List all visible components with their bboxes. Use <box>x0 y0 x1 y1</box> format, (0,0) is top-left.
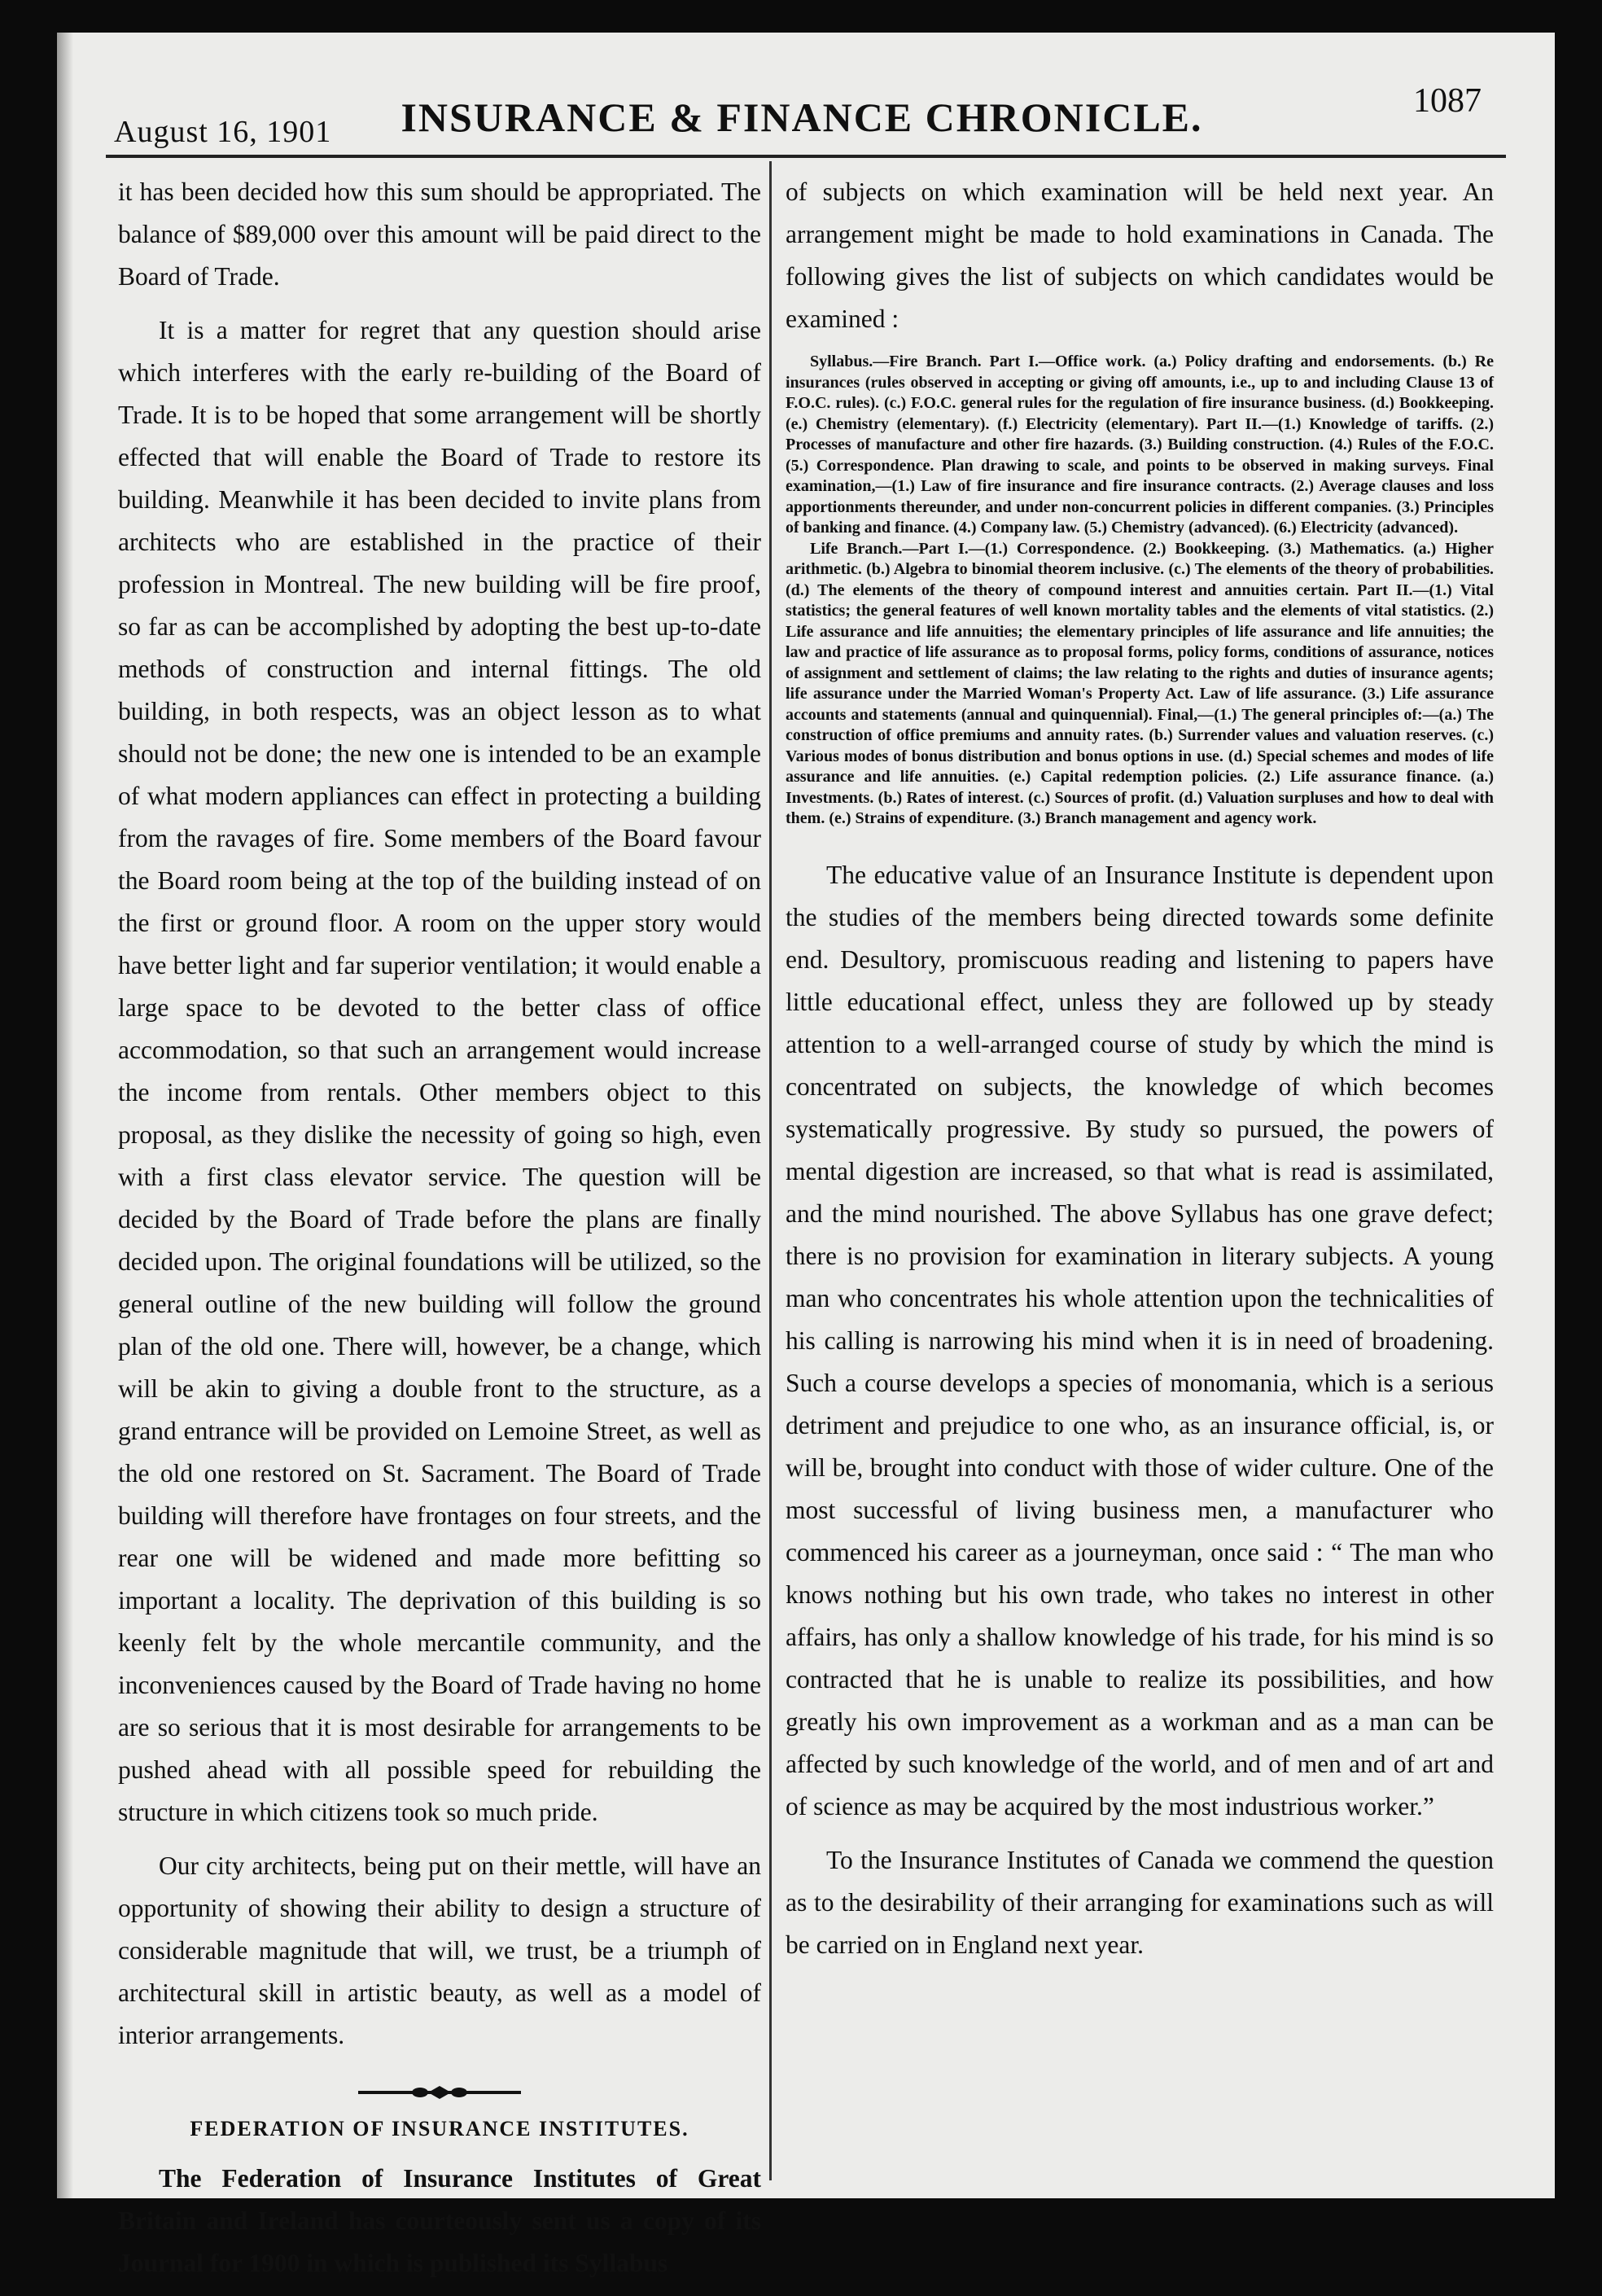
syllabus-fire-branch: Syllabus.—Fire Branch. Part I.—Office work. (a.) Policy drafting and endorsements. (b.) Re insurances (rules observed in accepting or giving off amounts, i.e., up to and including Clause 13 of F.O.C. rules). (c.) F.O.C. general rules for the regulation of fire insurance business. (d.) Bookkeeping. (e.) Chemistry (elementary). (f.) Electricity (elementary). Part II.—(1.) Knowledge of tariffs. (2.) Processes of manufacture and other fire hazards. (3.) Building construction. (4.) Rules of the F.O.C. (5.) Correspondence. Plan drawing to scale, and points to be observed in making surveys. Final examination,—(1.) Law of fire insurance and fire insurance contracts. (2.) Average clauses and loss apportionments thereunder, and under non-concurrent policies in different companies. (3.) Principles of banking and finance. (4.) Company law. (5.) Chemistry (advanced). (6.) Electricity (advanced). <box>786 353 1494 537</box>
section-heading: FEDERATION OF INSURANCE INSTITUTES. <box>190 2117 689 2140</box>
article-paragraph: The educative value of an Insurance Institute is dependent upon the studies of the members being directed towards some definite end. Desultory, promiscuous reading and listening to papers have little educational effect, unless they are followed up by steady attention to a well-arranged course of study by which the mind is concentrated on subjects, the knowledge of which becomes systematically progressive. By study so pursued, the powers of mental digestion are increased, so that what is read is assimilated, and the mind nourished. The above Syllabus has one grave defect; there is no provision for examination in literary subjects. A young man who concentrates his whole attention upon the technicalities of his calling is narrowing his mind when it is in need of broadening. Such a course develops a species of monomania, which is a serious detriment and prejudice to one who, as an insurance official, is, or will be, brought into conduct with those of wider culture. One of the most successful of living business men, a manufacturer who commenced his career as a journeyman, once said : “ The man who knows nothing but his own trade, who takes no interest in other affairs, has only a shallow knowledge of his trade, for his mind is so contracted that he is unable to realize its possibilities, and how greatly his own improvement as a workman and as a man can be affected by such knowledge of the world, and of men and of art and of science as may be acquired by the most industrious worker.” <box>786 860 1494 1821</box>
article-paragraph: It is a matter for regret that any question should arise which interferes with the early re-building of the Board of Trade. It is to be hoped that some arrangement will be shortly effected that will enable the Board of Trade to restore its building. Meanwhile it has been decided to invite plans from architects who are established in the practice of their profession in Montreal. The new building will be fire proof, so far as can be accomplished by adopting the best up-to-date methods of construction and internal fittings. The old building, in both respects, was an object lesson as to what should not be done; the new one is intended to be an example of what modern appliances can effect in protecting a building from the ravages of fire. Some members of the Board favour the Board room being at the top of the building instead of on the first or ground floor. A room on the upper story would have better light and far superior ventilation; it would enable a large space to be devoted to the better class of office accommodation, so that such an arrangement would increase the income from rentals. Other members object to this proposal, as they dislike the necessity of going so high, even with a first class elevator service. The question will be decided by the Board of Trade before the plans are finally decided upon. The original foundations will be utilized, so the general outline of the new building will follow the ground plan of the old one. There will, however, be a change, which will be akin to giving a double front to the structure, as a grand entrance will be provided on Lemoine Street, as well as the old one restored on St. Sacrament. The Board of Trade building will therefore have frontages on four streets, and the rear one will be widened and made more befitting so important a locality. The deprivation of this building is so keenly felt by the whole mercantile community, and the inconveniences caused by the Board of Trade having no home are so serious that it is most desirable for arrangements to be pushed ahead with all possible speed for rebuilding the structure in which citizens took so much pride. <box>118 316 761 1826</box>
left-column <box>118 171 761 2296</box>
page-edge-shadow <box>57 33 73 2198</box>
article-paragraph: it has been decided how this sum should be appropriated. The balance of $89,000 over this amount will be paid direct to the Board of Trade. <box>118 177 761 291</box>
article-paragraph: To the Insurance Institutes of Canada we commend the question as to the desirability of their arranging for examinations such as will be carried on in England next year. <box>786 1845 1494 1959</box>
section-lead-paragraph: The Federation of Insurance Institutes of Great Britain and Ireland has courteously sent us a copy of its Journal for 1900 in which is published its Syllabus <box>118 2164 761 2277</box>
syllabus-block <box>786 352 1494 830</box>
syllabus-life-branch: Life Branch.—Part I.—(1.) Correspondence. (2.) Bookkeeping. (3.) Mathematics. (a.) Higher arithmetic. (b.) Algebra to binomial theorem inclusive. (c.) The elements of the theory of probabilities. (d.) The elements of the theory of compound interest and annuities certain. Part II.—(1.) Vital statistics; the general features of well known mortality tables and the elements of vital statistics. (2.) Life assurance and life annuities; the elementary principles of life assurance and life annuities; the law and practice of life assurance as to proposal forms, policy forms, conditions of assurance, notices of assignment and settlement of claims; the law relating to the rights and duties of insurance agents; life assurance under the Married Woman's Property Act. Law of life assurance. (3.) Life assurance accounts and statements (annual and quinquennial). Final,—(1.) The general principles of:—(a.) The construction of office premiums and annuity rates. (b.) Surrender values and valuation reserves. (c.) Various modes of bonus distribution and bonus options in use. (d.) Special schemes and modes of life assurance and life annuities. (e.) Capital redemption policies. (2.) Life assurance finance. (a.) Investments. (b.) Rates of interest. (c.) Sources of profit. (d.) Valuation surpluses and how to deal with them. (e.) Strains of expenditure. (3.) Branch management and agency work. <box>786 539 1494 827</box>
newspaper-page <box>57 33 1555 2277</box>
page-number: 1087 <box>1413 82 1482 120</box>
column-divider <box>769 161 772 2180</box>
article-paragraph: of subjects on which examination will be held next year. An arrangement might be made to hold examinations in Canada. The following gives the list of subjects on which candidates would be examined : <box>786 177 1494 333</box>
issue-date: August 16, 1901 <box>114 115 332 149</box>
header-rule <box>106 155 1506 158</box>
ornament-divider <box>118 2086 761 2099</box>
publication-title: INSURANCE & FINANCE CHRONICLE. <box>400 94 1203 140</box>
right-column <box>786 171 1494 1978</box>
article-paragraph: Our city architects, being put on their mettle, will have an opportunity of showing their ability to design a structure of considerable magnitude that will, we trust, be a triumph of architectural skill in artistic beauty, as well as a model of interior arrangements. <box>118 1851 761 2049</box>
page-header <box>106 57 1498 147</box>
ornament-icon <box>358 2086 521 2099</box>
